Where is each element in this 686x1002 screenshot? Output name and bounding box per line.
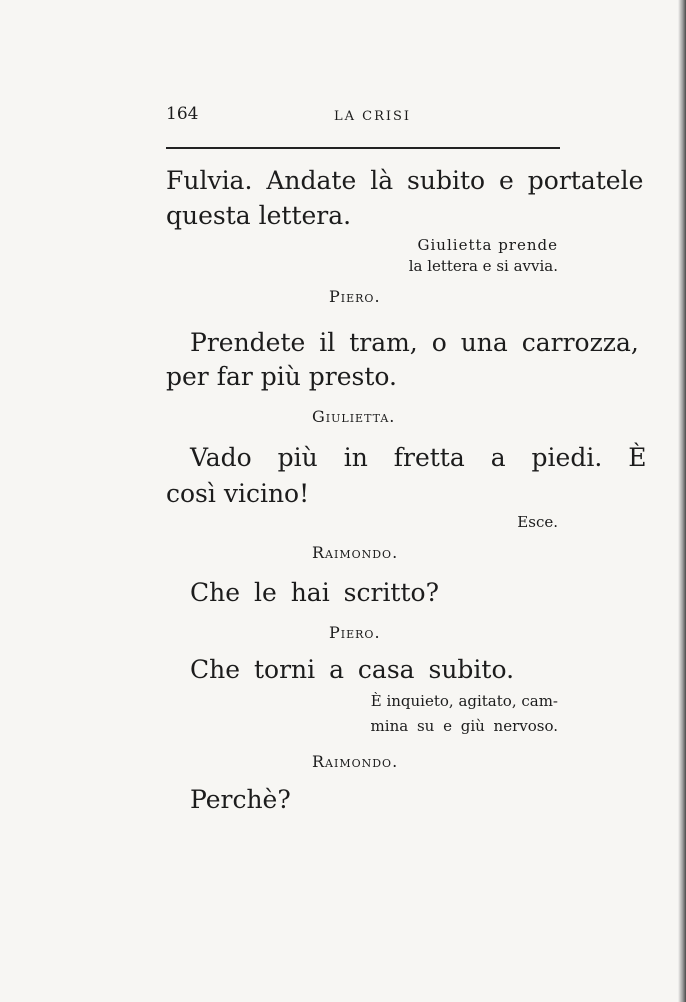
dialogue-line: questa lettera.	[166, 201, 352, 230]
speaker-name: Piero.	[329, 287, 381, 306]
speaker-name: Giulietta.	[312, 407, 396, 426]
page-number: 164	[166, 104, 199, 124]
dialogue-line: Perchè?	[190, 785, 291, 814]
page-header	[166, 104, 560, 128]
dialogue-line: Prendete il tram, o una carrozza,	[190, 328, 639, 357]
stage-direction: È inquieto, agitato, cam-	[370, 692, 558, 710]
header-rule	[166, 147, 560, 149]
dialogue-line: Che le hai scritto?	[190, 578, 439, 607]
speaker-name: Piero.	[329, 623, 381, 642]
dialogue-line: Vado più in fretta a piedi. È	[190, 443, 647, 472]
dialogue-line: Che torni a casa subito.	[190, 655, 515, 684]
dialogue-line: così vicino!	[166, 479, 310, 508]
stage-direction: Esce.	[517, 513, 558, 531]
speaker-name: Raimondo.	[312, 543, 399, 562]
running-title: LA CRISI	[334, 109, 412, 124]
page-edge-shadow	[678, 0, 686, 1002]
stage-direction: Giulietta prende	[417, 236, 558, 254]
speaker-name: Raimondo.	[312, 752, 399, 771]
dialogue-line: per far più presto.	[166, 362, 397, 391]
stage-direction: mina su e giù nervoso.	[370, 717, 558, 735]
stage-direction: la lettera e si avvia.	[408, 257, 558, 275]
dialogue-line: Fulvia. Andate là subito e portatele	[166, 166, 644, 195]
